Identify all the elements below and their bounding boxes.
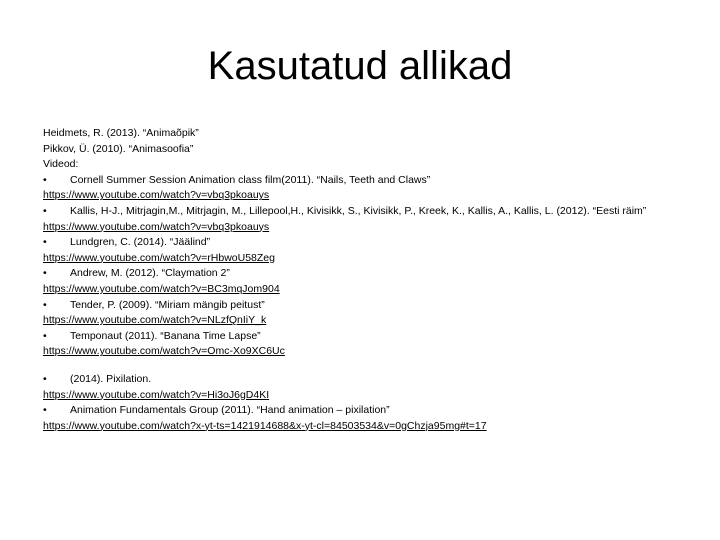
video-item [43, 204, 693, 220]
video-link[interactable]: https://www.youtube.com/watch?v=vbq3pkoauys [43, 189, 270, 202]
video-citation: Andrew, M. (2012). “Claymation 2” [70, 267, 230, 280]
video-link[interactable]: https://www.youtube.com/watch?v=NLzfQnIiY_k [43, 314, 267, 327]
video-link[interactable]: https://www.youtube.com/watch?v=vbq3pkoauys [43, 220, 270, 233]
videos-heading: Videod: [43, 158, 79, 171]
bullet-icon: • [43, 204, 47, 217]
video-item [43, 235, 693, 251]
reference-pikkov: Pikkov, Ü. (2010). “Animasoofia” [43, 142, 194, 155]
video-citation: Tender, P. (2009). “Miriam mängib peitust” [70, 298, 265, 311]
bullet-icon: • [43, 404, 47, 417]
bullet-icon: • [43, 236, 47, 249]
video-item [43, 173, 693, 189]
video-citation: Cornell Summer Session Animation class film(2011). “Nails, Teeth and Claws” [70, 173, 431, 186]
video-item [43, 266, 693, 282]
video-citation: Lundgren, C. (2014). “Jäälind” [70, 236, 211, 249]
video-citation: (2014). Pixilation. [70, 372, 152, 385]
video-link[interactable]: https://www.youtube.com/watch?x-yt-ts=1421914688&x-yt-cl=84503534&v=0gChzja95mg#t=17 [43, 419, 487, 432]
bullet-icon: • [43, 372, 47, 385]
video-link[interactable]: https://www.youtube.com/watch?v=Hi3oJ6gD4KI [43, 388, 270, 401]
slide-title: Kasutatud allikad [207, 44, 513, 88]
video-item [43, 329, 693, 345]
reference-heidmets: Heidmets, R. (2013). “Animaõpik” [43, 127, 199, 139]
video-link[interactable]: https://www.youtube.com/watch?v=rHbwoU58Zeg [43, 251, 275, 264]
video-link[interactable]: https://www.youtube.com/watch?v=Omc-Xo9XC6Uc [43, 345, 285, 358]
bullet-icon: • [43, 298, 47, 311]
video-item [43, 298, 693, 314]
bullet-icon: • [43, 329, 47, 342]
video-citation: Kallis, H-J., Mitrjagin,M., Mitrjagin, M., Lillepool,H., Kivisikk, S., Kivisikk, P., Kreek, K., Kallis, A., Kallis, L. (2012). “Eesti räim” [70, 204, 647, 217]
bullet-icon: • [43, 267, 47, 280]
video-citation: Animation Fundamentals Group (2011). “Hand animation – pixilation” [70, 404, 390, 417]
video-link[interactable]: https://www.youtube.com/watch?v=BC3mqJom904 [43, 282, 280, 295]
video-item [43, 403, 693, 419]
reference-list [43, 126, 693, 434]
video-citation: Temponaut (2011). “Banana Time Lapse” [70, 329, 261, 342]
video-item [43, 372, 693, 388]
spacer [43, 360, 693, 372]
bullet-icon: • [43, 173, 47, 186]
